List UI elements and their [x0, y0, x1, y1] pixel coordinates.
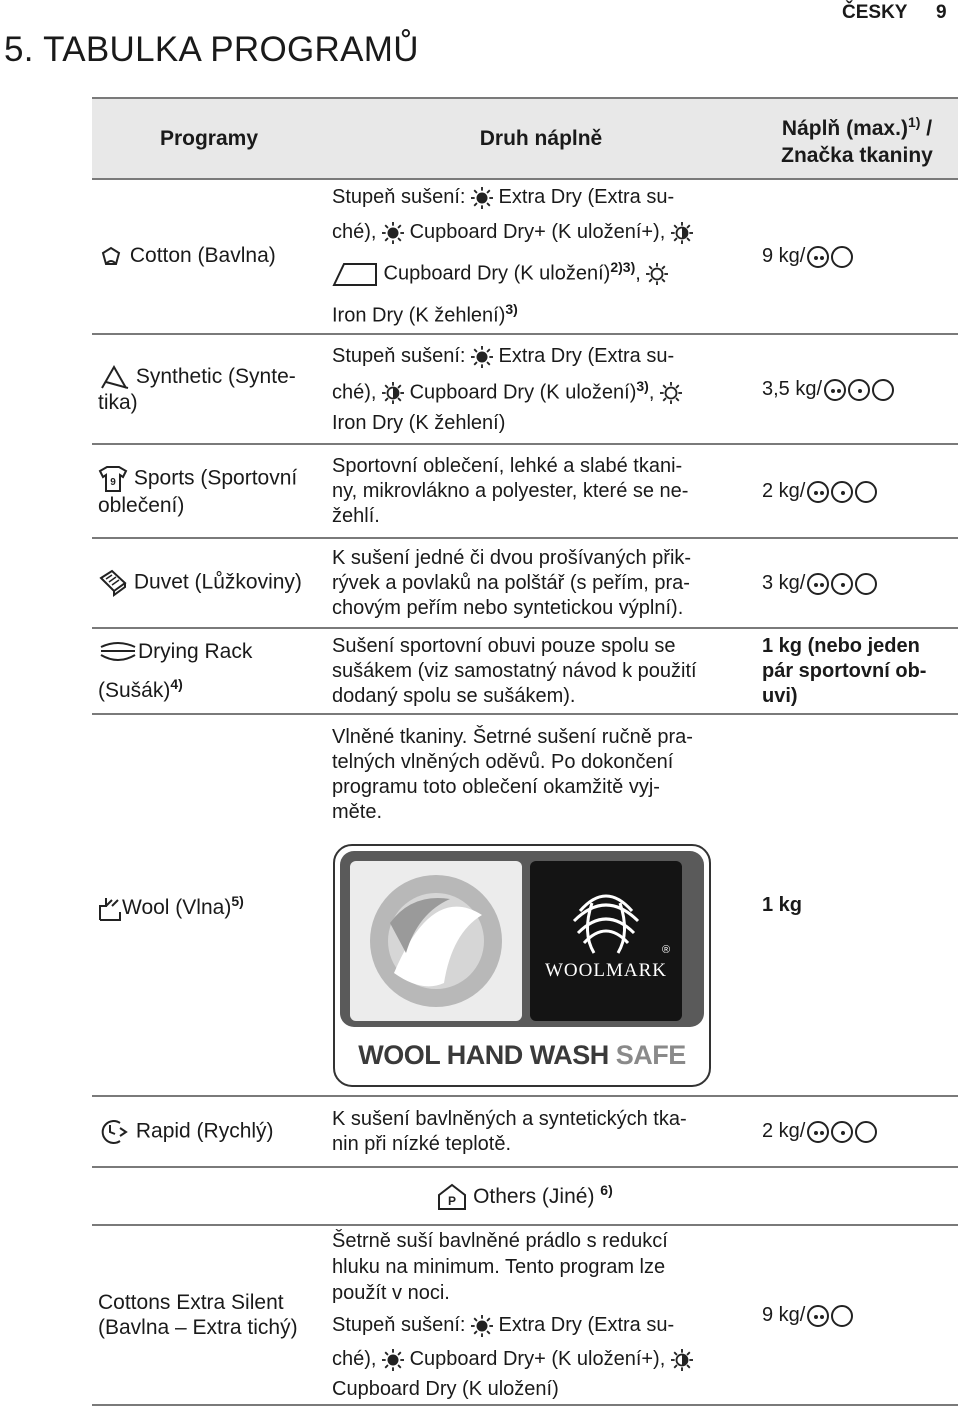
desc-text: nin při nízké teplotě.	[332, 1132, 511, 1155]
desc-text: chovým peřím nebo syntetickou výplní).	[332, 596, 684, 619]
desc-text: Sušení sportovní obuvi pouze spolu se	[332, 634, 676, 657]
max-load-rapid	[756, 1096, 958, 1167]
footnote-ref: 3)	[636, 377, 649, 394]
desc-text: ché),	[332, 1348, 383, 1371]
fabric-dot2-icon	[807, 1305, 829, 1327]
desc-text: měte.	[332, 801, 383, 824]
desc-text: Cupboard Dry+ (K uložení+),	[404, 221, 671, 243]
load-value: 3 kg/	[762, 571, 806, 594]
registered-mark: ®	[662, 944, 671, 957]
table-row	[92, 1096, 958, 1167]
load-value: 1 kg	[762, 893, 803, 916]
max-load-synthetic	[756, 334, 958, 444]
table-row	[92, 179, 958, 334]
max-load-sports	[756, 444, 958, 538]
desc-text: Sportovní oblečení, lehké a slabé tkani-	[332, 454, 683, 477]
load-type-rapid	[326, 1096, 756, 1167]
table-row	[92, 1225, 958, 1405]
load-value: pár sportovní ob-	[762, 659, 927, 682]
svg-text:9: 9	[110, 476, 116, 488]
program-name: Duvet (Lůžkoviny)	[133, 570, 302, 594]
program-name: Synthetic (Synte-	[135, 364, 296, 388]
fabric-dot0-icon	[872, 379, 894, 401]
program-name: (Bavlna – Extra tichý)	[98, 1316, 298, 1340]
desc-text: žehlí.	[332, 504, 380, 527]
load-type-duvet	[326, 538, 756, 628]
safe-text: SAFE	[608, 1040, 686, 1071]
synthetic-triangle-icon	[98, 364, 130, 390]
drying-rack-icon	[98, 639, 138, 665]
program-cottons-extra-silent	[92, 1225, 326, 1405]
desc-text: Extra Dry (Extra su-	[492, 1314, 675, 1337]
fabric-mark-label: Značka tkaniny	[781, 143, 933, 167]
extra-dry-icon	[471, 187, 493, 209]
fabric-dot2-icon	[807, 573, 829, 595]
load-type-cottons-extra-silent	[326, 1225, 756, 1405]
tag-icon	[332, 261, 378, 287]
fabric-dot2-icon	[824, 379, 846, 401]
load-type-cotton	[326, 179, 756, 334]
column-header-load-type: Druh náplně	[326, 98, 756, 179]
section-row-others	[92, 1167, 958, 1225]
load-type-synthetic	[326, 334, 756, 444]
load-value: uvi)	[762, 684, 798, 707]
extra-dry-icon	[382, 222, 404, 244]
load-value: 9 kg/	[762, 245, 806, 268]
load-value: 9 kg/	[762, 1303, 806, 1326]
desc-text: Cupboard Dry+ (K uložení+),	[404, 1348, 671, 1371]
desc-text: ché),	[332, 381, 383, 404]
max-load-label: Náplň (max.)	[781, 116, 908, 140]
load-type-wool	[326, 714, 756, 1096]
fabric-dot1-icon	[831, 1121, 853, 1143]
page-number: 9	[936, 2, 947, 23]
program-name: Cottons Extra Silent	[98, 1291, 284, 1315]
fabric-dot0-icon	[855, 1121, 877, 1143]
cupboard-dry-icon	[382, 382, 404, 404]
program-sports	[92, 444, 326, 538]
load-type-sports	[326, 444, 756, 538]
svg-text:P: P	[448, 1194, 457, 1209]
footnote-ref: 2)3)	[610, 259, 636, 275]
cotton-flower-icon	[98, 244, 124, 270]
fabric-dot0-icon	[855, 481, 877, 503]
program-drying-rack	[92, 628, 326, 714]
extra-dry-icon	[471, 1315, 493, 1337]
program-name: Wool (Vlna)	[122, 896, 232, 920]
others-section-header	[92, 1167, 958, 1225]
fabric-dot2-icon	[807, 246, 829, 268]
desc-text: ,	[648, 381, 660, 404]
load-value: 1 kg (nebo jeden	[762, 634, 920, 657]
desc-text: hluku na minimum. Tento program lze	[332, 1256, 666, 1279]
desc-text: Cupboard Dry (K uložení)	[332, 1378, 559, 1401]
section-label: Others (Jiné)	[473, 1184, 595, 1208]
woolmark-text: WOOLMARK	[545, 960, 667, 982]
program-duvet	[92, 538, 326, 628]
program-cotton	[92, 179, 326, 334]
max-load-cottons-extra-silent	[756, 1225, 958, 1405]
desc-text: rývek a povlaků na polštář (s peřím, pra-	[332, 571, 690, 594]
desc-text: dodaný spolu se sušákem).	[332, 684, 576, 707]
max-load-cotton	[756, 179, 958, 334]
others-house-icon	[437, 1183, 467, 1211]
duvet-icon	[98, 569, 128, 597]
fabric-dot2-icon	[807, 1121, 829, 1143]
fabric-dot0-icon	[855, 573, 877, 595]
program-name: Rapid (Rychlý)	[135, 1119, 274, 1143]
fabric-dot0-icon	[831, 246, 853, 268]
sports-shirt-icon	[98, 465, 128, 493]
program-name: oblečení)	[98, 493, 185, 517]
desc-text: ché),	[332, 221, 383, 243]
desc-text: Vlněné tkaniny. Šetrné sušení ručně pra-	[332, 726, 693, 749]
footnote-ref: 5)	[231, 893, 244, 910]
load-value: 2 kg/	[762, 1120, 806, 1143]
program-wool	[92, 714, 326, 1096]
desc-text: sušákem (viz samostatný návod k použití	[332, 659, 697, 682]
cupboard-dry-icon	[671, 1349, 693, 1371]
program-rapid	[92, 1096, 326, 1167]
program-name: Cotton (Bavlna)	[129, 244, 276, 268]
program-name: Drying Rack	[138, 639, 253, 663]
table-row	[92, 714, 958, 1096]
desc-text: ,	[635, 262, 647, 285]
desc-text: Extra Dry (Extra su-	[492, 186, 675, 208]
footnote-ref: 4)	[170, 675, 183, 692]
dryness-label: Stupeň sušení:	[332, 186, 471, 208]
footnote-ref: 6)	[600, 1181, 613, 1198]
desc-text: Extra Dry (Extra su-	[492, 344, 675, 367]
load-value: 3,5 kg/	[762, 377, 823, 400]
desc-text: K sušení bavlněných a syntetických tka-	[332, 1107, 687, 1130]
max-load-drying-rack	[756, 628, 958, 714]
desc-text: Cupboard Dry (K uložení)	[404, 381, 637, 404]
desc-text: telných vlněných oděvů. Po dokončení	[332, 751, 674, 774]
page-title: 5. TABULKA PROGRAMŮ	[4, 30, 419, 69]
program-table	[92, 97, 958, 1406]
max-load-wool	[756, 714, 958, 1096]
table-row	[92, 444, 958, 538]
iron-dry-icon	[660, 382, 682, 404]
program-name: Sports (Sportovní	[133, 466, 298, 490]
extra-dry-icon	[382, 1349, 404, 1371]
extra-dry-icon	[471, 346, 493, 368]
max-load-slash: /	[920, 116, 933, 140]
language-label: ČESKY	[842, 2, 908, 23]
fabric-dot0-icon	[831, 1305, 853, 1327]
desc-text: Iron Dry (K žehlení)	[332, 411, 506, 434]
footnote-ref: 3)	[505, 300, 518, 317]
desc-text: použít v noci.	[332, 1282, 450, 1305]
svg-text:WOOL HAND WASH SAFE	[358, 1040, 686, 1070]
dryness-label: Stupeň sušení:	[332, 1314, 471, 1337]
load-type-drying-rack	[326, 628, 756, 714]
desc-text: Iron Dry (K žehlení)	[332, 304, 506, 327]
iron-dry-icon	[646, 263, 668, 285]
desc-text: ny, mikrovlákno a polyester, které se ne-	[332, 479, 689, 502]
column-header-programs: Programy	[92, 98, 326, 179]
table-header-row	[92, 98, 958, 179]
program-name: (Sušák)	[98, 678, 171, 702]
desc-text: K sušení jedné či dvou prošívaných přik-	[332, 546, 692, 569]
program-synthetic	[92, 334, 326, 444]
table-row	[92, 538, 958, 628]
column-header-max-load	[756, 98, 958, 179]
dryness-label: Stupeň sušení:	[332, 344, 471, 367]
fabric-dot1-icon	[848, 379, 870, 401]
fabric-dot1-icon	[831, 481, 853, 503]
max-load-duvet	[756, 538, 958, 628]
rapid-clock-icon	[98, 1118, 130, 1146]
desc-text: Šetrně suší bavlněné prádlo s redukcí	[332, 1230, 668, 1253]
cupboard-dry-icon	[671, 222, 693, 244]
load-value: 2 kg/	[762, 479, 806, 502]
footnote-1: 1)	[907, 113, 921, 130]
woolmark-certification-label	[332, 843, 712, 1088]
program-name: tika)	[98, 391, 138, 415]
desc-text: programu toto oblečení okamžitě vyj-	[332, 776, 660, 799]
desc-text: Cupboard Dry (K uložení)	[378, 262, 611, 285]
fabric-dot1-icon	[831, 573, 853, 595]
table-row	[92, 334, 958, 444]
table-row	[92, 628, 958, 714]
wool-hand-icon	[98, 896, 122, 922]
fabric-dot2-icon	[807, 481, 829, 503]
wool-hand-wash-text: WOOL HAND WASH	[358, 1040, 609, 1071]
